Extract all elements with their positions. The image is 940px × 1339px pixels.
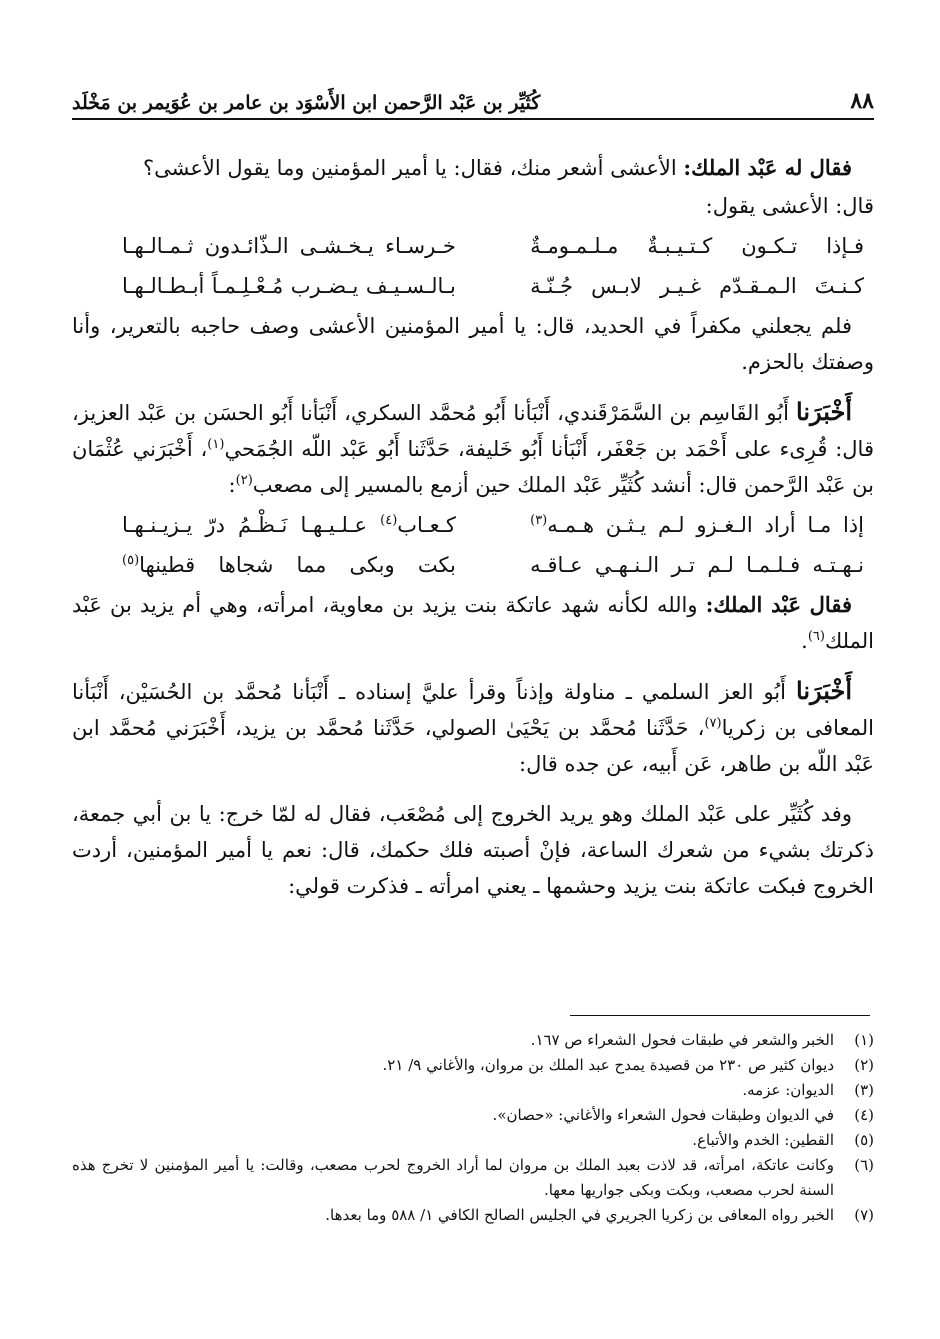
footnote-item [72,1203,874,1228]
verse-hemistich-first [530,507,864,543]
main-text [72,150,874,906]
footnote-number: (٦) [854,1156,874,1174]
paragraph-3: فلم يجعلني مكفراً في الحديد، قال: يا أمير المؤمنين الأعشى وصف حاجبه بالتعرير، وأنا وصفتك بالحزم. [72,314,874,374]
footnote-text: في الديوان وطبقات فحول الشعراء والأغاني: «حصان». [492,1106,834,1124]
footnote-number: (٣) [854,1081,874,1099]
footnote-number: (٥) [854,1131,874,1149]
footnote-ref[interactable]: (٢) [235,473,253,488]
footnote-ref[interactable]: (٥) [122,553,140,568]
footnotes [72,1028,874,1228]
paragraph-text: أَبُو العز السلمي ـ مناولة وإذناً وقرأ عليَّ إسناده ـ أَنْبَأنا مُحمَّد بن الحُسَيْن، أَنْبَأنا المعافى بن زكريا [72,680,874,740]
paragraph-text: . [801,629,808,653]
paragraph-lead: فقال له عَبْد الملك: [683,155,852,180]
footnote-number: (١) [854,1031,874,1049]
footnote-number: (٢) [854,1056,874,1074]
paragraph-lead: فقال عَبْد الملك: [705,592,852,617]
hemistich-text: عـلـيـهـا نَـظْـمُ درّ يـزيـنـهـا [122,513,381,537]
footnote-text: الخبر رواه المعافى بن زكريا الجريري في الجليس الصالح الكافي ١/ ٥٨٨ وما بعدها. [325,1206,834,1224]
verse-line-2 [72,268,874,304]
footnote-ref[interactable]: (٧) [704,716,722,731]
paragraph-text: والله لكأنه شهد عاتكة بنت يزيد بن معاوية، امرأته، وهي أم يزيد بن عَبْد الملك [72,593,874,653]
footnote-item [72,1103,874,1128]
verse-hemistich-first: كـنـتَ الـمـقـدّم غـيـر لابـس جُـنّـة [530,274,864,298]
verse-hemistich-second [122,507,456,543]
verse-hemistich-first: فـإذا تـكـون كـتـيـبـةٌ مـلـمـومـةٌ [530,234,864,258]
paragraph-7: وفد كُثَيِّر على عَبْد الملك وهو يريد الخروج إلى مُصْعَب، فقال له لمّا خرج: يا بن أبي جمعة، ذكرتك بشيء من شعرك الساعة، فإنْ أصبته فلك حكمك، قال: نعم يا أمير المؤمنين، أردت الخروج فبكت عاتكة بنت يزيد وحشمها ـ يعني امرأته ـ فذكرت قولي: [72,802,874,898]
paragraph-4 [72,394,874,503]
page-number: ٨٨ [850,88,874,114]
footnote-ref[interactable]: (٦) [807,629,825,644]
footnote-item [72,1078,874,1103]
paragraph-1 [72,150,874,186]
page-header [72,78,874,120]
paragraph-text: : [228,473,236,497]
paragraph-text: ، حَدَّثَنا مُحمَّد بن يَحْيَىٰ الصولي، حَدَّثَنا مُحمَّد بن يزيد، أَخْبَرَني مُحمَّد ابن عَبْد اللّه بن طاهر، عَن أَبيه، عن جده قال: [72,716,874,776]
akhbarana-keyword: أَخْبَرَنا [796,397,852,426]
footnote-number: (٧) [854,1206,874,1224]
paragraph-6 [72,673,874,782]
footnote-number: (٤) [854,1106,874,1124]
verse-line-1 [72,228,874,264]
paragraph-text: ، أَخْبَرَني عُثْمَان بن عَبْد الرَّحمن قال: أنشد كُثَيِّر عَبْد الملك حين أزمع بالمسير إلى مصعب [72,437,874,497]
footnote-text: الديوان: عزمه. [742,1081,834,1099]
paragraph-text: الأعشى أشعر منك، فقال: يا أمير المؤمنين وما يقول الأعشى؟ [143,156,684,180]
verse-hemistich-second: خـرسـاء يـخـشـى الـذّائـدون ثـمـالـهـا [122,234,456,258]
verse-hemistich-second: بـالـسـيـف يـضـرب مُـعْـلِـمـاً أبـطـالـهـا [122,274,456,298]
footnote-ref[interactable]: (٣) [530,513,548,528]
footnote-text: القطين: الخدم والأتباع. [692,1131,834,1149]
verse-hemistich-first: نـهـتـه فـلـمـا لـم تـر الـنـهـي عـاقـه [530,553,864,577]
verse-line-3 [72,507,874,543]
hemistich-text: بكت وبكى مما شجاها قطينها [139,553,456,577]
verse-hemistich-second [122,547,456,583]
hemistich-text: إذا مـا أراد الـغـزو لـم يـثـن هـمـه [547,513,864,537]
running-title: كُثَيِّر بن عَبْد الرَّحمن ابن الأَسْوَد بن عامر بن عُوَيمر بن مَخْلَد [72,92,541,114]
verse-line-4 [72,547,874,583]
footnote-ref[interactable]: (٤) [380,513,398,528]
footnote-text: الخبر والشعر في طبقات فحول الشعراء ص ١٦٧. [530,1031,834,1049]
paragraph-2: قال: الأعشى يقول: [705,194,874,218]
hemistich-text: كـعـاب [397,513,456,537]
footnote-text: ديوان كثير ص ٢٣٠ من قصيدة يمدح عبد الملك بن مروان، والأغاني ٩/ ٢١. [382,1056,834,1074]
footnote-item [72,1153,874,1203]
footnote-divider [570,1015,870,1016]
akhbarana-keyword: أَخْبَرَنا [796,676,852,705]
footnote-item [72,1028,874,1053]
footnote-item [72,1053,874,1078]
footnote-item [72,1128,874,1153]
footnote-ref[interactable]: (١) [207,437,225,452]
paragraph-text: أَبُو القَاسِم بن السَّمَرْقَندي، أَنْبَأنا أَبُو مُحمَّد السكري، أَنْبَأنا أَبُو الحسَن بن عَبْد العزيز، قال: قُرِىء على أَحْمَد بن جَعْفَر، أَنْبَأنا أَبُو خَليفة، حَدَّثَنا أَبُو عَبْد اللّه الجُمَحي [72,401,874,461]
paragraph-5 [72,587,874,659]
footnote-text: وكانت عاتكة، امرأته، قد لاذت بعبد الملك بن مروان لما أراد الخروج لحرب مصعب، وقالت: يا أمير المؤمنين لا تخرج هذه السنة لحرب مصعب، وبكت وبكى جواريها معها. [72,1156,834,1199]
